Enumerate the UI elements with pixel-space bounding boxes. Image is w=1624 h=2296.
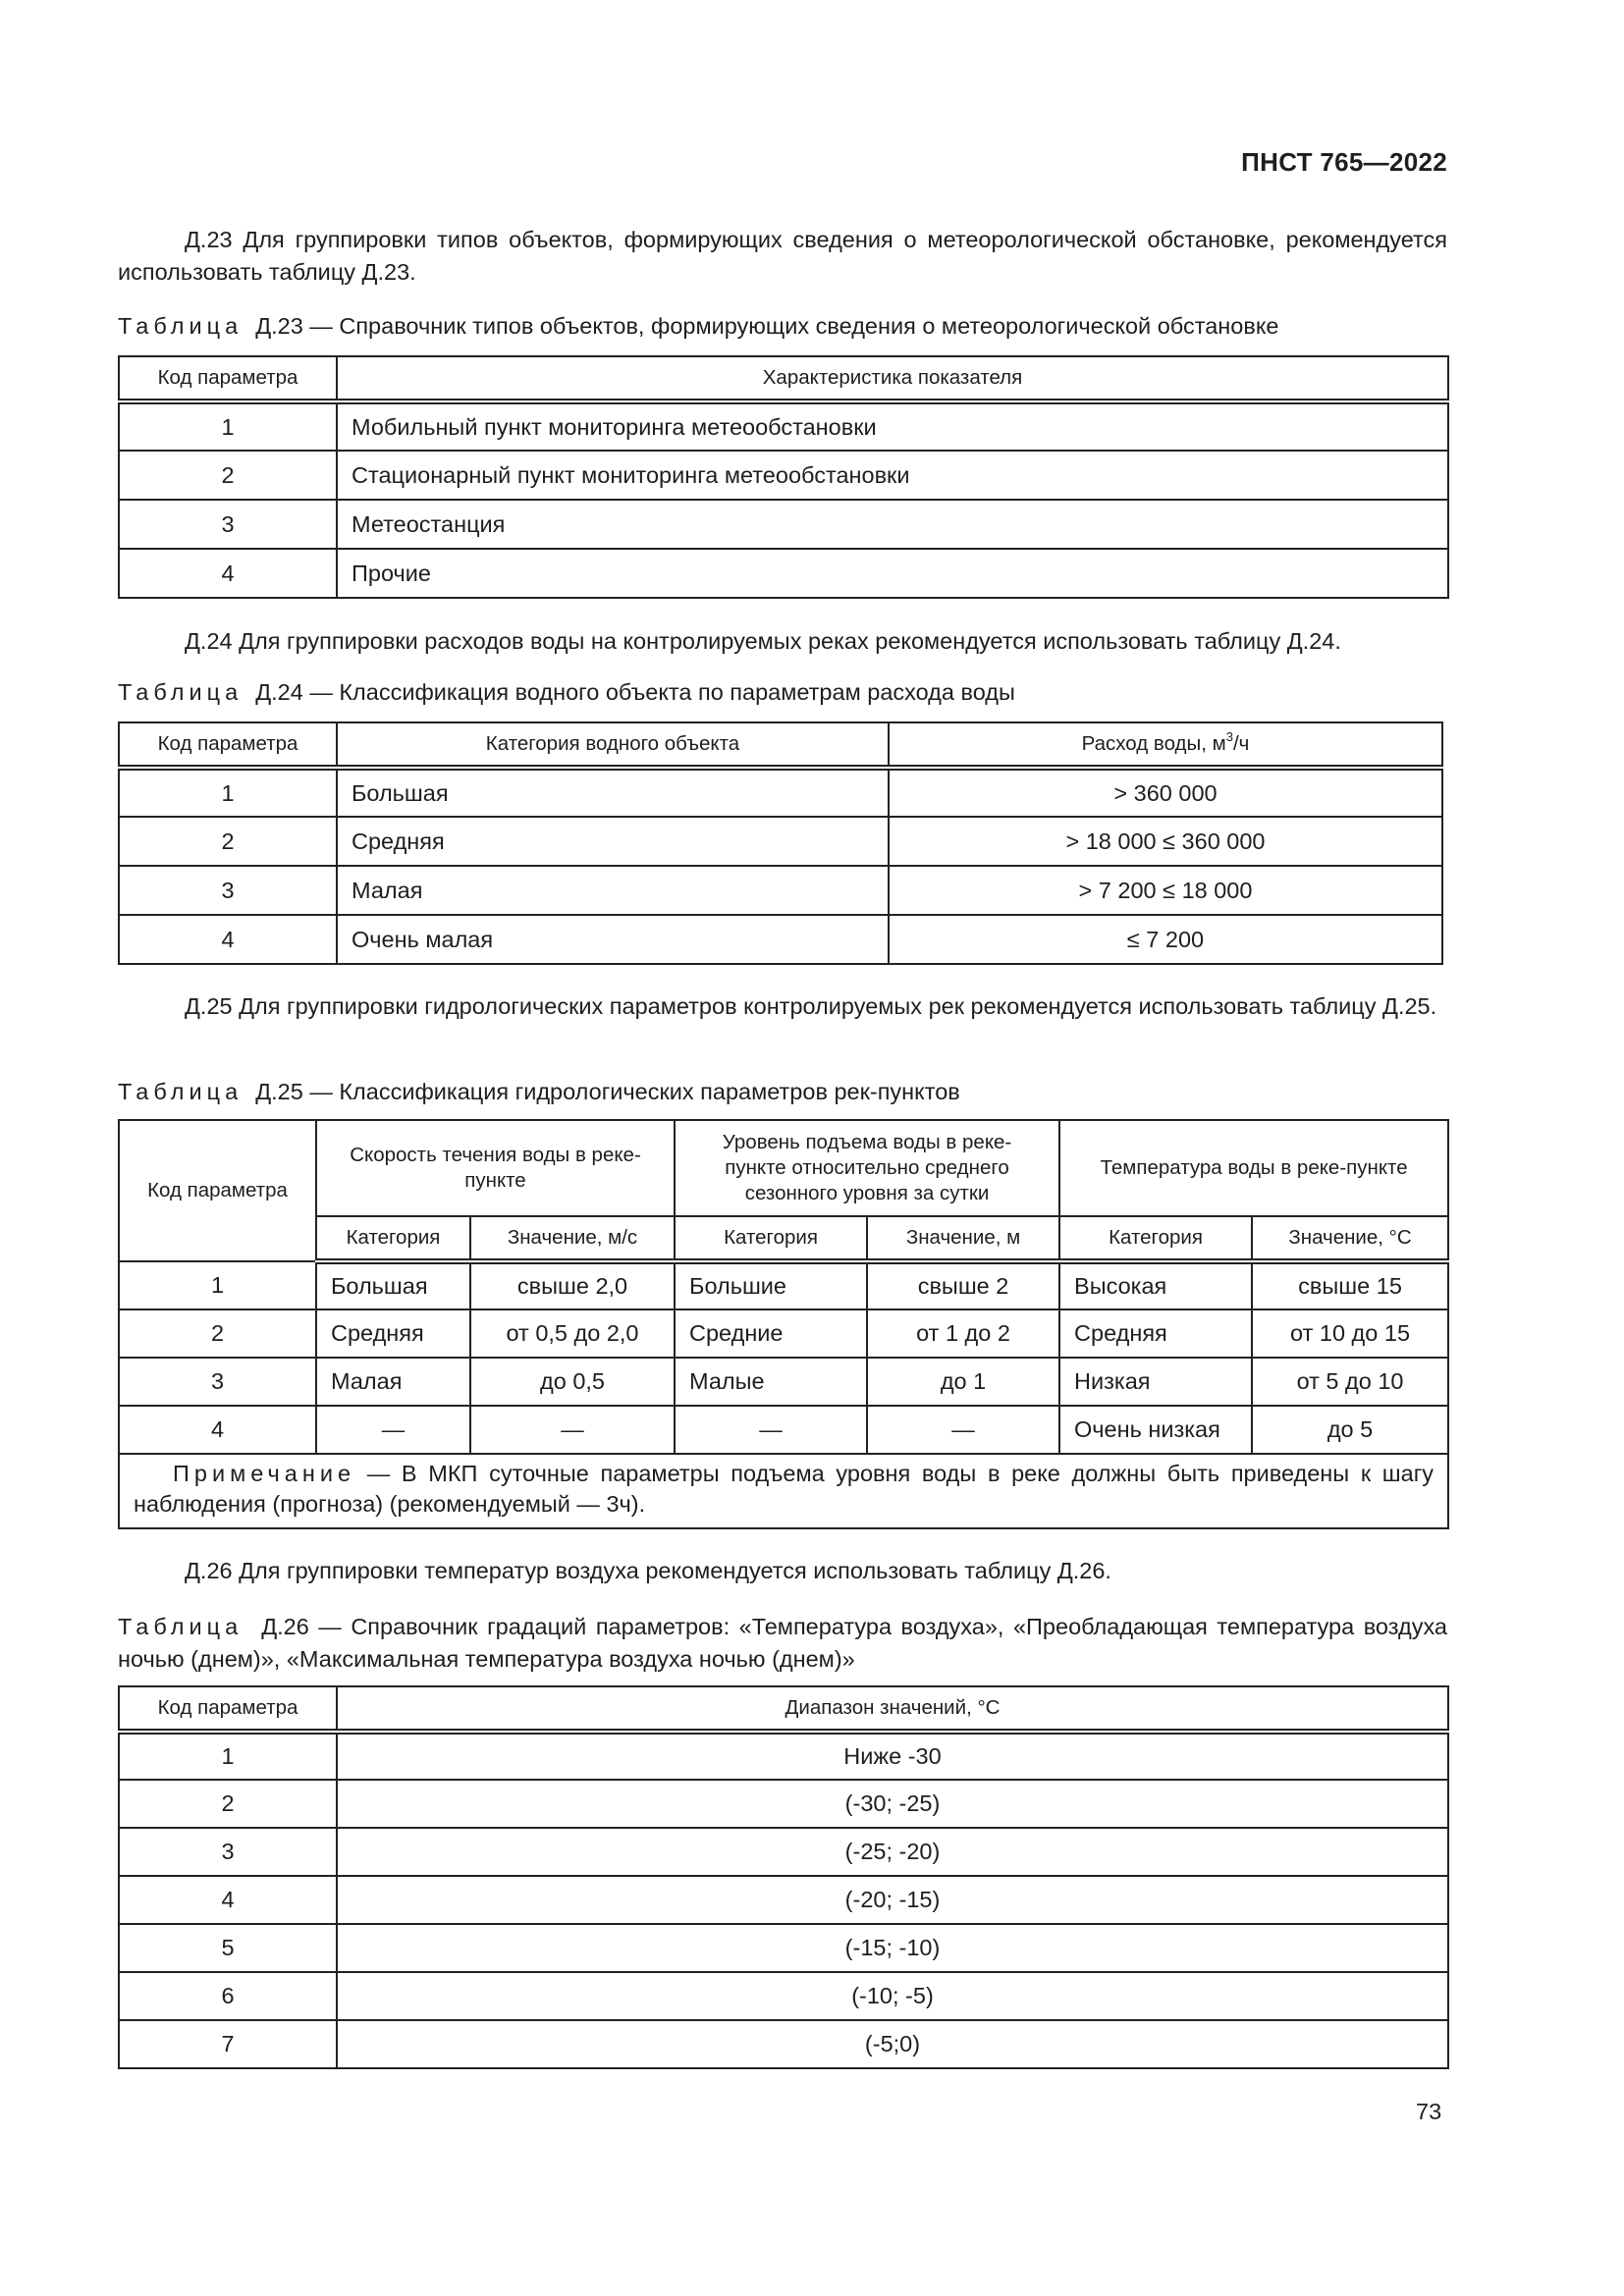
header-cell: Код параметра [119,356,337,401]
cell: 7 [119,2020,337,2068]
cell: 1 [119,401,337,451]
cell: > 7 200 ≤ 18 000 [889,866,1442,915]
cell: Стационарный пункт мониторинга метеообстановки [337,451,1448,500]
table-row [119,1732,1448,1780]
cell: Малая [316,1358,470,1406]
cell: Очень низкая [1059,1406,1252,1454]
table-row [119,768,1442,817]
table-note: Примечание — В МКП суточные параметры подъема уровня воды в реке должны быть приведены к шагу наблюдения (прогноза) (рекомендуемый — 3ч). [119,1454,1448,1528]
header-cell: Значение, м [867,1216,1059,1261]
header-cell: Код параметра [119,1120,316,1261]
table-row [119,1780,1448,1828]
table-row [119,1309,1448,1358]
cell: Малые [675,1358,867,1406]
cell: от 0,5 до 2,0 [470,1309,675,1358]
cell: — [470,1406,675,1454]
cell: ≤ 7 200 [889,915,1442,964]
paragraph-d26: Д.26 Для группировки температур воздуха рекомендуется использовать таблицу Д.26. [185,1558,1111,1583]
header-cell: Значение, м/с [470,1216,675,1261]
table-row [119,500,1448,549]
caption-d26: Таблица Д.26 — Справочник градаций параметров: «Температура воздуха», «Преобладающая температура воздуха ночью (днем)», «Максимальная температура воздуха ночью (днем)» [118,1614,1448,1672]
cell: Средние [675,1309,867,1358]
cell: до 5 [1252,1406,1448,1454]
header-cell: Температура воды в реке-пункте [1059,1120,1448,1216]
cell: 1 [119,1261,316,1309]
cell: 4 [119,1876,337,1924]
table-row [119,866,1442,915]
document-code: ПНСТ 765—2022 [1241,147,1447,177]
header-cell: Диапазон значений, °С [337,1686,1448,1732]
cell: 1 [119,768,337,817]
header-cell: Категория [316,1216,470,1261]
cell: Очень малая [337,915,889,964]
cell: от 1 до 2 [867,1309,1059,1358]
cell: Средняя [1059,1309,1252,1358]
cell: от 10 до 15 [1252,1309,1448,1358]
table-row [119,1924,1448,1972]
cell: 2 [119,451,337,500]
cell: Большая [337,768,889,817]
table-row [119,1828,1448,1876]
cell: 2 [119,817,337,866]
cell: > 360 000 [889,768,1442,817]
table-row [119,915,1442,964]
caption-d24: Таблица Д.24 — Классификация водного объекта по параметрам расхода воды [118,679,1015,705]
header-cell: Уровень подъема воды в реке-пункте относительно среднего сезонного уровня за сутки [675,1120,1059,1216]
table-d25 [118,1119,1449,1529]
cell: 2 [119,1309,316,1358]
cell: свыше 2 [867,1261,1059,1309]
table-row [119,1261,1448,1309]
header-cell: Скорость течения воды в реке-пункте [316,1120,675,1216]
cell: до 0,5 [470,1358,675,1406]
cell: — [675,1406,867,1454]
caption-d23: Таблица Д.23 — Справочник типов объектов, формирующих сведения о метеорологической обстановке [118,313,1279,339]
cell: свыше 15 [1252,1261,1448,1309]
table-row [119,401,1448,451]
cell: Большие [675,1261,867,1309]
cell: 3 [119,1358,316,1406]
cell: Низкая [1059,1358,1252,1406]
cell: 4 [119,549,337,598]
cell: 1 [119,1732,337,1780]
header-cell: Характеристика показателя [337,356,1448,401]
header-cell: Расход воды, $м^3/ч$ [889,722,1442,768]
cell: Ниже -30 [337,1732,1448,1780]
header-cell: Код параметра [119,722,337,768]
header-cell: Категория [675,1216,867,1261]
paragraph-d25: Д.25 Для группировки гидрологических параметров контролируемых рек рекомендуется использовать таблицу Д.25. [185,993,1437,1019]
table-d26 [118,1685,1449,2069]
table-row [119,1406,1448,1454]
cell: от 5 до 10 [1252,1358,1448,1406]
paragraph-d24: Д.24 Для группировки расходов воды на контролируемых реках рекомендуется использовать таблицу Д.24. [185,628,1341,654]
cell: 4 [119,915,337,964]
table-row [119,2020,1448,2068]
header-cell: Категория водного объекта [337,722,889,768]
cell: 6 [119,1972,337,2020]
cell: Мобильный пункт мониторинга метеообстановки [337,401,1448,451]
cell: 3 [119,866,337,915]
cell: 5 [119,1924,337,1972]
cell: Метеостанция [337,500,1448,549]
cell: 3 [119,1828,337,1876]
cell: Большая [316,1261,470,1309]
cell: — [316,1406,470,1454]
header-cell: Значение, °С [1252,1216,1448,1261]
page-number: 73 [1416,2099,1442,2124]
cell: Средняя [337,817,889,866]
table-row [119,1876,1448,1924]
table-row [119,549,1448,598]
paragraph-d23: Д.23 Для группировки типов объектов, формирующих сведения о метеорологической обстановке, рекомендуется использовать таблицу Д.23. [118,227,1447,285]
cell: (-25; -20) [337,1828,1448,1876]
table-row [119,817,1442,866]
table-d23 [118,355,1449,599]
cell: Высокая [1059,1261,1252,1309]
header-cell: Категория [1059,1216,1252,1261]
table-row [119,451,1448,500]
table-row [119,1972,1448,2020]
cell: (-5;0) [337,2020,1448,2068]
cell: Малая [337,866,889,915]
table-d24 [118,721,1443,965]
table-note-row [119,1454,1448,1528]
cell: до 1 [867,1358,1059,1406]
cell: 4 [119,1406,316,1454]
header-cell: Код параметра [119,1686,337,1732]
cell: — [867,1406,1059,1454]
cell: > 18 000 ≤ 360 000 [889,817,1442,866]
cell: 3 [119,500,337,549]
cell: 2 [119,1780,337,1828]
cell: Средняя [316,1309,470,1358]
cell: Прочие [337,549,1448,598]
cell: (-15; -10) [337,1924,1448,1972]
cell: свыше 2,0 [470,1261,675,1309]
cell: (-30; -25) [337,1780,1448,1828]
cell: (-10; -5) [337,1972,1448,2020]
cell: (-20; -15) [337,1876,1448,1924]
table-row [119,1358,1448,1406]
caption-d25: Таблица Д.25 — Классификация гидрологических параметров рек-пунктов [118,1079,960,1104]
